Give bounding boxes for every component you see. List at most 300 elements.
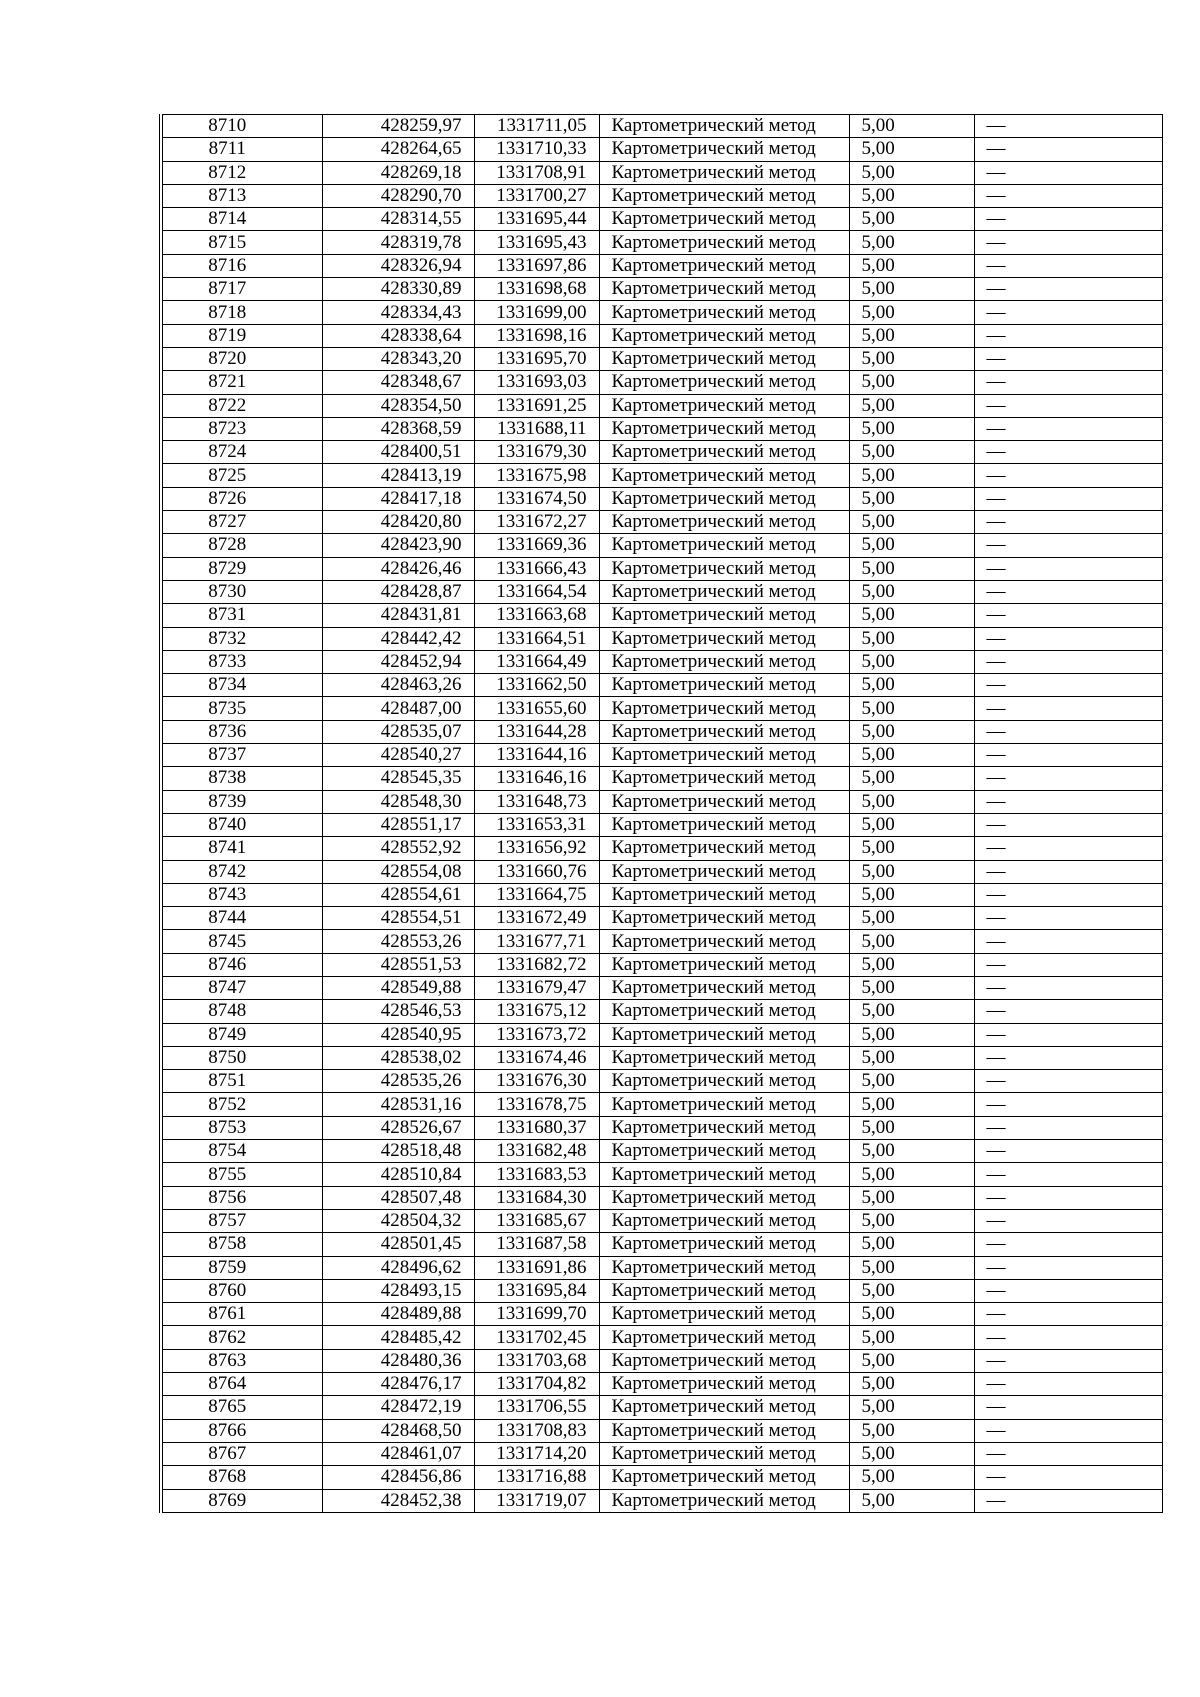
coordinates-table (159, 114, 1163, 1513)
x-coordinate-cell: 428330,89 (322, 278, 474, 301)
accuracy-cell: 5,00 (849, 1419, 974, 1442)
method-cell: Картометрический метод (599, 115, 849, 138)
method-cell: Картометрический метод (599, 1209, 849, 1232)
accuracy-cell: 5,00 (849, 441, 974, 464)
accuracy-cell: 5,00 (849, 1070, 974, 1093)
method-cell: Картометрический метод (599, 1116, 849, 1139)
y-coordinate-cell: 1331675,98 (474, 464, 599, 487)
table-row (161, 1023, 1162, 1046)
point-number-cell: 8764 (161, 1373, 322, 1396)
method-cell: Картометрический метод (599, 1186, 849, 1209)
description-cell: — (974, 1186, 1162, 1209)
y-coordinate-cell: 1331688,11 (474, 417, 599, 440)
table-row (161, 1442, 1162, 1465)
table-row (161, 161, 1162, 184)
point-number-cell: 8737 (161, 744, 322, 767)
table-row (161, 417, 1162, 440)
point-number-cell: 8766 (161, 1419, 322, 1442)
accuracy-cell: 5,00 (849, 557, 974, 580)
point-number-cell: 8734 (161, 674, 322, 697)
point-number-cell: 8728 (161, 534, 322, 557)
point-number-cell: 8749 (161, 1023, 322, 1046)
y-coordinate-cell: 1331648,73 (474, 790, 599, 813)
description-cell: — (974, 1046, 1162, 1069)
x-coordinate-cell: 428463,26 (322, 674, 474, 697)
accuracy-cell: 5,00 (849, 1373, 974, 1396)
accuracy-cell: 5,00 (849, 534, 974, 557)
description-cell: — (974, 1023, 1162, 1046)
method-cell: Картометрический метод (599, 604, 849, 627)
accuracy-cell: 5,00 (849, 417, 974, 440)
y-coordinate-cell: 1331698,16 (474, 324, 599, 347)
y-coordinate-cell: 1331674,50 (474, 487, 599, 510)
x-coordinate-cell: 428540,95 (322, 1023, 474, 1046)
point-number-cell: 8756 (161, 1186, 322, 1209)
x-coordinate-cell: 428338,64 (322, 324, 474, 347)
point-number-cell: 8730 (161, 580, 322, 603)
point-number-cell: 8729 (161, 557, 322, 580)
x-coordinate-cell: 428553,26 (322, 930, 474, 953)
y-coordinate-cell: 1331669,36 (474, 534, 599, 557)
accuracy-cell: 5,00 (849, 1163, 974, 1186)
description-cell: — (974, 907, 1162, 930)
accuracy-cell: 5,00 (849, 511, 974, 534)
method-cell: Картометрический метод (599, 1023, 849, 1046)
point-number-cell: 8727 (161, 511, 322, 534)
accuracy-cell: 5,00 (849, 1233, 974, 1256)
description-cell: — (974, 161, 1162, 184)
y-coordinate-cell: 1331663,68 (474, 604, 599, 627)
point-number-cell: 8723 (161, 417, 322, 440)
table-row (161, 301, 1162, 324)
table-row (161, 930, 1162, 953)
y-coordinate-cell: 1331699,00 (474, 301, 599, 324)
table-row (161, 1303, 1162, 1326)
description-cell: — (974, 580, 1162, 603)
description-cell: — (974, 417, 1162, 440)
method-cell: Картометрический метод (599, 1303, 849, 1326)
table-row (161, 1093, 1162, 1116)
accuracy-cell: 5,00 (849, 837, 974, 860)
table-row (161, 1466, 1162, 1489)
method-cell: Картометрический метод (599, 697, 849, 720)
accuracy-cell: 5,00 (849, 1186, 974, 1209)
point-number-cell: 8767 (161, 1442, 322, 1465)
description-cell: — (974, 604, 1162, 627)
method-cell: Картометрический метод (599, 394, 849, 417)
point-number-cell: 8747 (161, 976, 322, 999)
description-cell: — (974, 557, 1162, 580)
table-row (161, 604, 1162, 627)
description-cell: — (974, 208, 1162, 231)
description-cell: — (974, 650, 1162, 673)
x-coordinate-cell: 428510,84 (322, 1163, 474, 1186)
table-row (161, 580, 1162, 603)
description-cell: — (974, 301, 1162, 324)
y-coordinate-cell: 1331653,31 (474, 813, 599, 836)
y-coordinate-cell: 1331655,60 (474, 697, 599, 720)
table-row (161, 1186, 1162, 1209)
table-row (161, 744, 1162, 767)
table-row (161, 860, 1162, 883)
y-coordinate-cell: 1331674,46 (474, 1046, 599, 1069)
method-cell: Картометрический метод (599, 1419, 849, 1442)
method-cell: Картометрический метод (599, 790, 849, 813)
method-cell: Картометрический метод (599, 534, 849, 557)
point-number-cell: 8750 (161, 1046, 322, 1069)
point-number-cell: 8714 (161, 208, 322, 231)
point-number-cell: 8711 (161, 138, 322, 161)
point-number-cell: 8713 (161, 184, 322, 207)
method-cell: Картометрический метод (599, 1373, 849, 1396)
x-coordinate-cell: 428501,45 (322, 1233, 474, 1256)
description-cell: — (974, 115, 1162, 138)
method-cell: Картометрический метод (599, 161, 849, 184)
point-number-cell: 8712 (161, 161, 322, 184)
accuracy-cell: 5,00 (849, 1023, 974, 1046)
accuracy-cell: 5,00 (849, 1093, 974, 1116)
y-coordinate-cell: 1331675,12 (474, 1000, 599, 1023)
accuracy-cell: 5,00 (849, 953, 974, 976)
method-cell: Картометрический метод (599, 930, 849, 953)
description-cell: — (974, 1093, 1162, 1116)
y-coordinate-cell: 1331685,67 (474, 1209, 599, 1232)
y-coordinate-cell: 1331702,45 (474, 1326, 599, 1349)
accuracy-cell: 5,00 (849, 1140, 974, 1163)
point-number-cell: 8736 (161, 720, 322, 743)
table-row (161, 813, 1162, 836)
method-cell: Картометрический метод (599, 371, 849, 394)
point-number-cell: 8755 (161, 1163, 322, 1186)
description-cell: — (974, 1419, 1162, 1442)
method-cell: Картометрический метод (599, 1140, 849, 1163)
x-coordinate-cell: 428552,92 (322, 837, 474, 860)
x-coordinate-cell: 428554,08 (322, 860, 474, 883)
y-coordinate-cell: 1331695,43 (474, 231, 599, 254)
point-number-cell: 8743 (161, 883, 322, 906)
table-row (161, 953, 1162, 976)
method-cell: Картометрический метод (599, 301, 849, 324)
y-coordinate-cell: 1331676,30 (474, 1070, 599, 1093)
y-coordinate-cell: 1331704,82 (474, 1373, 599, 1396)
method-cell: Картометрический метод (599, 720, 849, 743)
x-coordinate-cell: 428538,02 (322, 1046, 474, 1069)
point-number-cell: 8761 (161, 1303, 322, 1326)
table-row (161, 650, 1162, 673)
point-number-cell: 8763 (161, 1349, 322, 1372)
x-coordinate-cell: 428535,07 (322, 720, 474, 743)
point-number-cell: 8722 (161, 394, 322, 417)
table-row (161, 115, 1162, 138)
point-number-cell: 8751 (161, 1070, 322, 1093)
accuracy-cell: 5,00 (849, 487, 974, 510)
description-cell: — (974, 464, 1162, 487)
accuracy-cell: 5,00 (849, 697, 974, 720)
x-coordinate-cell: 428259,97 (322, 115, 474, 138)
description-cell: — (974, 1303, 1162, 1326)
table-row (161, 1000, 1162, 1023)
description-cell: — (974, 1349, 1162, 1372)
y-coordinate-cell: 1331679,47 (474, 976, 599, 999)
y-coordinate-cell: 1331679,30 (474, 441, 599, 464)
y-coordinate-cell: 1331660,76 (474, 860, 599, 883)
y-coordinate-cell: 1331672,27 (474, 511, 599, 534)
accuracy-cell: 5,00 (849, 650, 974, 673)
point-number-cell: 8726 (161, 487, 322, 510)
point-number-cell: 8720 (161, 347, 322, 370)
y-coordinate-cell: 1331677,71 (474, 930, 599, 953)
accuracy-cell: 5,00 (849, 674, 974, 697)
y-coordinate-cell: 1331693,03 (474, 371, 599, 394)
description-cell: — (974, 860, 1162, 883)
x-coordinate-cell: 428485,42 (322, 1326, 474, 1349)
method-cell: Картометрический метод (599, 976, 849, 999)
method-cell: Картометрический метод (599, 1000, 849, 1023)
point-number-cell: 8758 (161, 1233, 322, 1256)
table-row (161, 627, 1162, 650)
table-row (161, 1396, 1162, 1419)
point-number-cell: 8732 (161, 627, 322, 650)
table-row (161, 790, 1162, 813)
y-coordinate-cell: 1331710,33 (474, 138, 599, 161)
accuracy-cell: 5,00 (849, 883, 974, 906)
x-coordinate-cell: 428549,88 (322, 976, 474, 999)
method-cell: Картометрический метод (599, 767, 849, 790)
description-cell: — (974, 767, 1162, 790)
accuracy-cell: 5,00 (849, 161, 974, 184)
point-number-cell: 8721 (161, 371, 322, 394)
method-cell: Картометрический метод (599, 813, 849, 836)
x-coordinate-cell: 428452,38 (322, 1489, 474, 1512)
x-coordinate-cell: 428461,07 (322, 1442, 474, 1465)
accuracy-cell: 5,00 (849, 1000, 974, 1023)
x-coordinate-cell: 428535,26 (322, 1070, 474, 1093)
table-row (161, 1116, 1162, 1139)
description-cell: — (974, 1326, 1162, 1349)
point-number-cell: 8760 (161, 1279, 322, 1302)
method-cell: Картометрический метод (599, 487, 849, 510)
point-number-cell: 8744 (161, 907, 322, 930)
point-number-cell: 8741 (161, 837, 322, 860)
accuracy-cell: 5,00 (849, 767, 974, 790)
y-coordinate-cell: 1331644,28 (474, 720, 599, 743)
point-number-cell: 8710 (161, 115, 322, 138)
description-cell: — (974, 1489, 1162, 1512)
table-row (161, 464, 1162, 487)
description-cell: — (974, 1209, 1162, 1232)
method-cell: Картометрический метод (599, 1256, 849, 1279)
x-coordinate-cell: 428487,00 (322, 697, 474, 720)
method-cell: Картометрический метод (599, 953, 849, 976)
x-coordinate-cell: 428518,48 (322, 1140, 474, 1163)
description-cell: — (974, 1163, 1162, 1186)
x-coordinate-cell: 428554,51 (322, 907, 474, 930)
x-coordinate-cell: 428423,90 (322, 534, 474, 557)
accuracy-cell: 5,00 (849, 790, 974, 813)
method-cell: Картометрический метод (599, 883, 849, 906)
x-coordinate-cell: 428452,94 (322, 650, 474, 673)
y-coordinate-cell: 1331695,70 (474, 347, 599, 370)
table-row (161, 1279, 1162, 1302)
method-cell: Картометрический метод (599, 231, 849, 254)
table-row (161, 1209, 1162, 1232)
description-cell: — (974, 883, 1162, 906)
x-coordinate-cell: 428348,67 (322, 371, 474, 394)
y-coordinate-cell: 1331683,53 (474, 1163, 599, 1186)
description-cell: — (974, 1070, 1162, 1093)
method-cell: Картометрический метод (599, 1489, 849, 1512)
y-coordinate-cell: 1331678,75 (474, 1093, 599, 1116)
y-coordinate-cell: 1331691,25 (474, 394, 599, 417)
method-cell: Картометрический метод (599, 511, 849, 534)
y-coordinate-cell: 1331719,07 (474, 1489, 599, 1512)
method-cell: Картометрический метод (599, 580, 849, 603)
description-cell: — (974, 813, 1162, 836)
y-coordinate-cell: 1331706,55 (474, 1396, 599, 1419)
x-coordinate-cell: 428319,78 (322, 231, 474, 254)
table-row (161, 278, 1162, 301)
point-number-cell: 8733 (161, 650, 322, 673)
description-cell: — (974, 371, 1162, 394)
coordinates-table-body (161, 115, 1162, 1513)
method-cell: Картометрический метод (599, 1442, 849, 1465)
x-coordinate-cell: 428413,19 (322, 464, 474, 487)
description-cell: — (974, 720, 1162, 743)
accuracy-cell: 5,00 (849, 1466, 974, 1489)
table-row (161, 1326, 1162, 1349)
point-number-cell: 8765 (161, 1396, 322, 1419)
description-cell: — (974, 627, 1162, 650)
description-cell: — (974, 487, 1162, 510)
y-coordinate-cell: 1331682,48 (474, 1140, 599, 1163)
y-coordinate-cell: 1331714,20 (474, 1442, 599, 1465)
x-coordinate-cell: 428545,35 (322, 767, 474, 790)
x-coordinate-cell: 428420,80 (322, 511, 474, 534)
accuracy-cell: 5,00 (849, 208, 974, 231)
accuracy-cell: 5,00 (849, 604, 974, 627)
table-row (161, 1419, 1162, 1442)
method-cell: Картометрический метод (599, 1466, 849, 1489)
accuracy-cell: 5,00 (849, 1046, 974, 1069)
method-cell: Картометрический метод (599, 1326, 849, 1349)
method-cell: Картометрический метод (599, 907, 849, 930)
table-row (161, 511, 1162, 534)
method-cell: Картометрический метод (599, 1070, 849, 1093)
description-cell: — (974, 278, 1162, 301)
y-coordinate-cell: 1331672,49 (474, 907, 599, 930)
point-number-cell: 8759 (161, 1256, 322, 1279)
description-cell: — (974, 1466, 1162, 1489)
x-coordinate-cell: 428468,50 (322, 1419, 474, 1442)
y-coordinate-cell: 1331666,43 (474, 557, 599, 580)
x-coordinate-cell: 428504,32 (322, 1209, 474, 1232)
accuracy-cell: 5,00 (849, 744, 974, 767)
x-coordinate-cell: 428554,61 (322, 883, 474, 906)
description-cell: — (974, 1442, 1162, 1465)
description-cell: — (974, 1233, 1162, 1256)
description-cell: — (974, 1396, 1162, 1419)
y-coordinate-cell: 1331700,27 (474, 184, 599, 207)
method-cell: Картометрический метод (599, 417, 849, 440)
method-cell: Картометрический метод (599, 138, 849, 161)
table-row (161, 674, 1162, 697)
accuracy-cell: 5,00 (849, 860, 974, 883)
table-row (161, 534, 1162, 557)
accuracy-cell: 5,00 (849, 115, 974, 138)
point-number-cell: 8745 (161, 930, 322, 953)
table-row (161, 254, 1162, 277)
x-coordinate-cell: 428264,65 (322, 138, 474, 161)
method-cell: Картометрический метод (599, 208, 849, 231)
table-row (161, 138, 1162, 161)
x-coordinate-cell: 428354,50 (322, 394, 474, 417)
x-coordinate-cell: 428290,70 (322, 184, 474, 207)
method-cell: Картометрический метод (599, 744, 849, 767)
description-cell: — (974, 511, 1162, 534)
accuracy-cell: 5,00 (849, 813, 974, 836)
point-number-cell: 8716 (161, 254, 322, 277)
y-coordinate-cell: 1331698,68 (474, 278, 599, 301)
y-coordinate-cell: 1331682,72 (474, 953, 599, 976)
table-row (161, 1140, 1162, 1163)
description-cell: — (974, 744, 1162, 767)
table-row (161, 837, 1162, 860)
description-cell: — (974, 1000, 1162, 1023)
x-coordinate-cell: 428496,62 (322, 1256, 474, 1279)
method-cell: Картометрический метод (599, 441, 849, 464)
x-coordinate-cell: 428442,42 (322, 627, 474, 650)
x-coordinate-cell: 428426,46 (322, 557, 474, 580)
accuracy-cell: 5,00 (849, 138, 974, 161)
table-row (161, 324, 1162, 347)
accuracy-cell: 5,00 (849, 1256, 974, 1279)
description-cell: — (974, 1279, 1162, 1302)
point-number-cell: 8746 (161, 953, 322, 976)
method-cell: Картометрический метод (599, 1396, 849, 1419)
y-coordinate-cell: 1331711,05 (474, 115, 599, 138)
table-row (161, 697, 1162, 720)
point-number-cell: 8754 (161, 1140, 322, 1163)
description-cell: — (974, 1256, 1162, 1279)
y-coordinate-cell: 1331664,49 (474, 650, 599, 673)
method-cell: Картометрический метод (599, 860, 849, 883)
description-cell: — (974, 976, 1162, 999)
point-number-cell: 8717 (161, 278, 322, 301)
point-number-cell: 8762 (161, 1326, 322, 1349)
description-cell: — (974, 347, 1162, 370)
method-cell: Картометрический метод (599, 464, 849, 487)
table-row (161, 976, 1162, 999)
point-number-cell: 8739 (161, 790, 322, 813)
description-cell: — (974, 534, 1162, 557)
point-number-cell: 8768 (161, 1466, 322, 1489)
table-row (161, 1349, 1162, 1372)
table-row (161, 907, 1162, 930)
accuracy-cell: 5,00 (849, 1303, 974, 1326)
x-coordinate-cell: 428343,20 (322, 347, 474, 370)
y-coordinate-cell: 1331695,84 (474, 1279, 599, 1302)
x-coordinate-cell: 428531,16 (322, 1093, 474, 1116)
accuracy-cell: 5,00 (849, 464, 974, 487)
x-coordinate-cell: 428546,53 (322, 1000, 474, 1023)
point-number-cell: 8740 (161, 813, 322, 836)
accuracy-cell: 5,00 (849, 301, 974, 324)
table-row (161, 1070, 1162, 1093)
table-row (161, 441, 1162, 464)
point-number-cell: 8718 (161, 301, 322, 324)
method-cell: Картометрический метод (599, 1046, 849, 1069)
accuracy-cell: 5,00 (849, 394, 974, 417)
